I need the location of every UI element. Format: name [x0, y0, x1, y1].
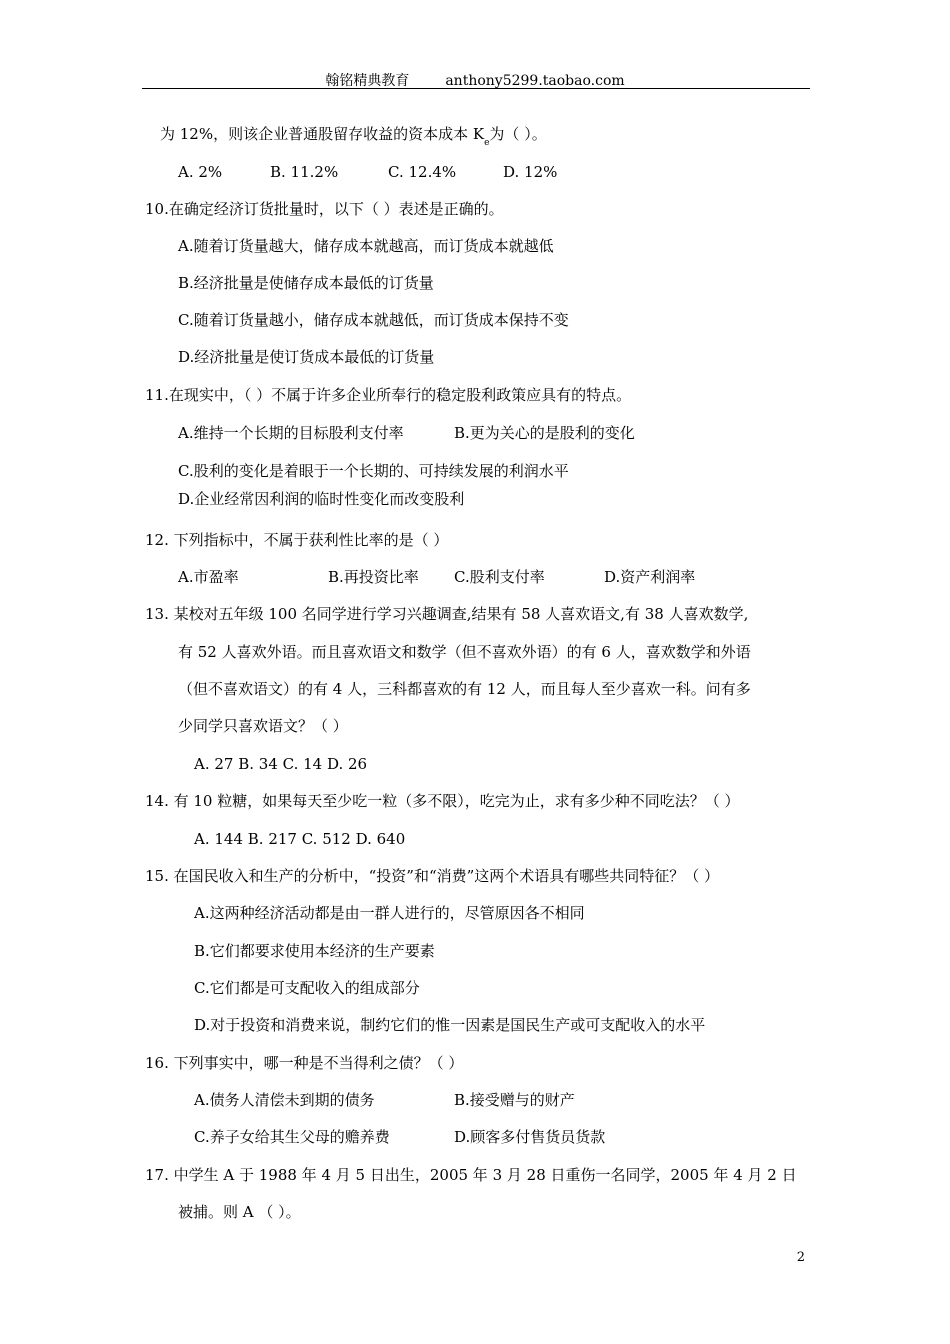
q9-subscript: e: [484, 138, 490, 148]
q12-option-d: D.资产利润率: [604, 568, 696, 586]
q9-text-a: 为 12%，则该企业普通股留存收益的资本成本 K: [160, 125, 485, 143]
q11-option-c: C.股利的变化是着眼于一个长期的、可持续发展的利润水平: [178, 462, 569, 480]
q16-option-d: D.顾客多付售货员货款: [454, 1128, 606, 1146]
q11-option-a: A.维持一个长期的目标股利支付率: [178, 424, 404, 442]
q9-option-b: B. 11.2%: [270, 163, 339, 181]
q17-line-2: 被捕。则 A （ ）。: [178, 1203, 301, 1221]
q9-continuation: [160, 124, 547, 147]
header-shop: anthony5299.taobao.com: [445, 73, 625, 89]
q16-option-a: A.债务人清偿未到期的债务: [194, 1091, 375, 1109]
header-rule: [142, 88, 810, 89]
q14-options: A. 144 B. 217 C. 512 D. 640: [194, 830, 406, 848]
q11-option-d: D.企业经常因利润的临时性变化而改变股利: [178, 490, 465, 508]
q15-stem: 15. 在国民收入和生产的分析中，“投资”和“消费”这两个术语具有哪些共同特征？（ ）: [145, 867, 720, 885]
q13-line-2: 有 52 人喜欢外语。而且喜欢语文和数学（但不喜欢外语）的有 6 人，喜欢数学和外语: [178, 643, 751, 661]
q9-text-b: 为（ ）。: [489, 125, 547, 143]
q16-option-b: B.接受赠与的财产: [454, 1091, 575, 1109]
q12-option-a: A.市盈率: [178, 568, 239, 586]
q12-stem: 12. 下列指标中，不属于获利性比率的是（ ）: [145, 531, 449, 549]
q11-option-b: B.更为关心的是股利的变化: [454, 424, 635, 442]
q10-option-a: A.随着订货量越大，储存成本就越高，而订货成本就越低: [178, 237, 554, 255]
q10-option-d: D.经济批量是使订货成本最低的订货量: [178, 348, 435, 366]
q15-option-b: B.它们都要求使用本经济的生产要素: [194, 942, 435, 960]
q17-line-1: 17. 中学生 A 于 1988 年 4 月 5 日出生，2005 年 3 月 28 日重伤一名同学，2005 年 4 月 2 日: [145, 1166, 797, 1184]
q15-option-d: D.对于投资和消费来说，制约它们的惟一因素是国民生产或可支配收入的水平: [194, 1016, 706, 1034]
q11-stem: 11.在现实中，（ ）不属于许多企业所奉行的稳定股利政策应具有的特点。: [145, 386, 632, 404]
q10-option-c: C.随着订货量越小，储存成本就越低，而订货成本保持不变: [178, 311, 569, 329]
header-title: 翰铭精典教育: [325, 73, 410, 89]
q14-stem: 14. 有 10 粒糖，如果每天至少吃一粒（多不限），吃完为止，求有多少种不同吃法？（ ）: [145, 792, 740, 810]
q13-line-4: 少同学只喜欢语文？（ ）: [178, 717, 348, 735]
q9-option-d: D. 12%: [503, 163, 558, 181]
q9-option-c: C. 12.4%: [388, 163, 457, 181]
q13-options: A. 27 B. 34 C. 14 D. 26: [194, 755, 368, 773]
page-number: 2: [796, 1250, 805, 1265]
q10-stem: 10.在确定经济订货批量时，以下（ ）表述是正确的。: [145, 200, 504, 218]
q10-option-b: B.经济批量是使储存成本最低的订货量: [178, 274, 434, 292]
q13-line-1: 13. 某校对五年级 100 名同学进行学习兴趣调查,结果有 58 人喜欢语文,有 38 人喜欢数学,: [145, 605, 749, 623]
q16-stem: 16. 下列事实中，哪一种是不当得利之债？（ ）: [145, 1054, 464, 1072]
q12-option-c: C.股利支付率: [454, 568, 545, 586]
q12-option-b: B.再投资比率: [328, 568, 419, 586]
q13-line-3: （但不喜欢语文）的有 4 人，三科都喜欢的有 12 人，而且每人至少喜欢一科。问有多: [178, 680, 751, 698]
page-header: [0, 70, 950, 90]
q15-option-c: C.它们都是可支配收入的组成部分: [194, 979, 420, 997]
q15-option-a: A.这两种经济活动都是由一群人进行的，尽管原因各不相同: [194, 904, 585, 922]
q16-option-c: C.养子女给其生父母的赡养费: [194, 1128, 390, 1146]
q9-option-a: A. 2%: [178, 163, 223, 181]
